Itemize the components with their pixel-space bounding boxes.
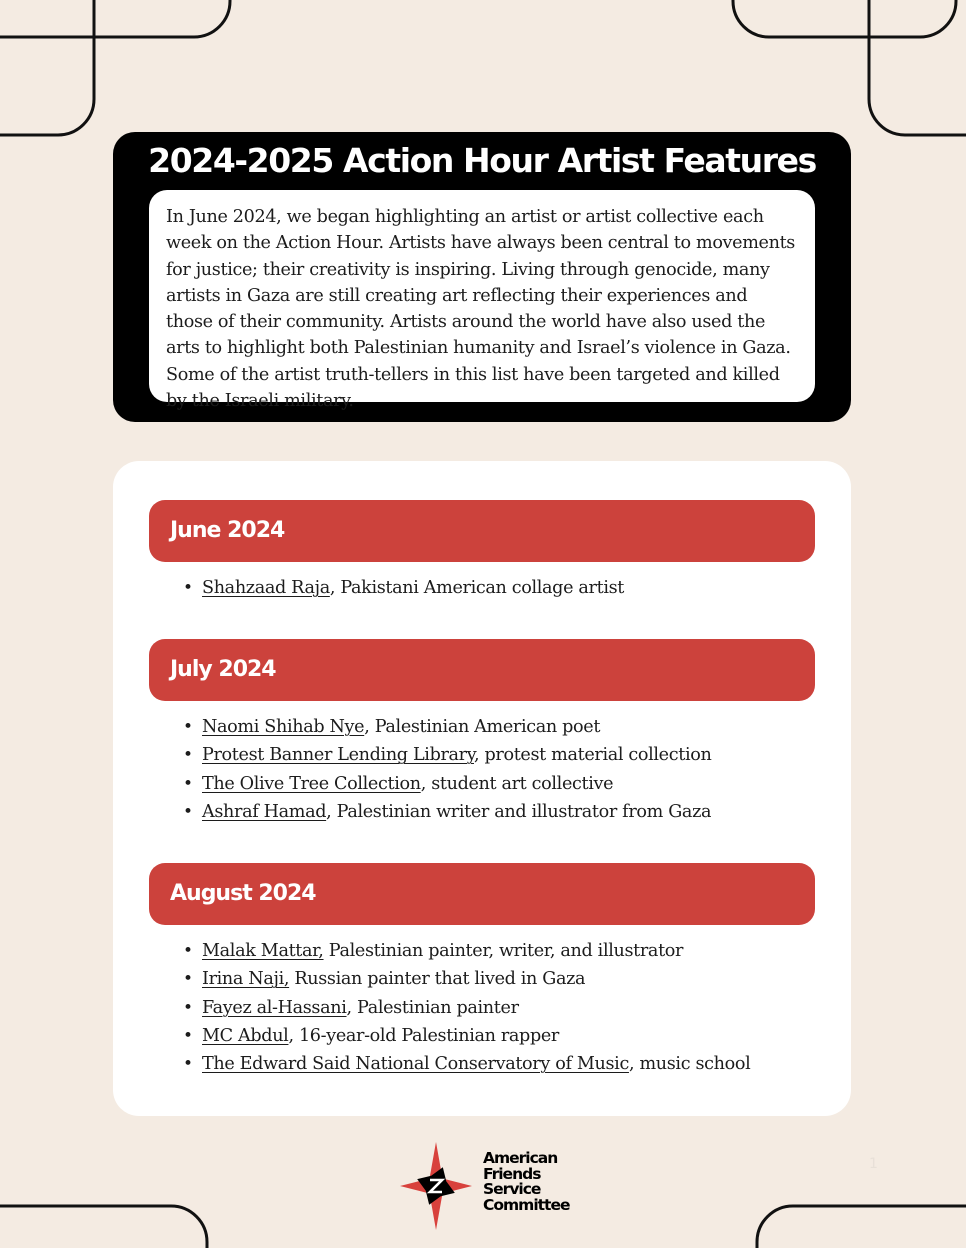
- artist-link[interactable]: Protest Banner Lending Library: [202, 745, 474, 766]
- artist-link[interactable]: Fayez al-Hassani: [202, 997, 347, 1018]
- bullet: •: [183, 773, 193, 794]
- month-header-august: August 2024: [149, 863, 815, 925]
- bullet: •: [183, 801, 193, 822]
- wordmark-line: Committee: [483, 1195, 570, 1214]
- list-item: [183, 574, 624, 602]
- artist-description: Russian painter that lived in Gaza: [289, 969, 586, 990]
- list-item: [183, 994, 750, 1022]
- artist-link[interactable]: Malak Mattar,: [202, 941, 324, 961]
- artist-list-card: [113, 461, 851, 1116]
- artist-description: , Palestinian painter: [346, 997, 519, 1018]
- june-artist-list: [183, 574, 624, 602]
- wordmark-line: American: [483, 1149, 558, 1167]
- artist-description: , Pakistani American collage artist: [329, 578, 624, 598]
- bullet: •: [183, 717, 193, 737]
- list-item: [183, 965, 750, 993]
- artist-link[interactable]: The Edward Said National Conservatory of Music: [202, 1054, 629, 1075]
- july-artist-list: [183, 713, 711, 826]
- artist-description: , 16-year-old Palestinian rapper: [288, 1025, 559, 1046]
- list-item: [183, 798, 711, 826]
- artist-link[interactable]: Irina Naji,: [202, 969, 290, 990]
- intro-paragraph: In June 2024, we began highlighting an artist or artist collective each week on the Action Hour. Artists have always been central to movements for justice; their creativity is inspiring. Living through genocide, many artists in Gaza are still creating art reflecting their experiences and those of their community. Artists around the world have also used the arts to highlight both Palestinian humanity and Israel’s violence in Gaza. Some of the artist truth-tellers in this list have been targeted and killed by the Israeli military.: [166, 207, 795, 412]
- afsc-wordmark: [483, 1151, 569, 1213]
- bullet: •: [183, 745, 193, 766]
- list-item: [183, 1050, 750, 1078]
- page-title: 2024-2025 Action Hour Artist Features: [148, 141, 816, 180]
- month-header-june: June 2024: [149, 500, 815, 562]
- artist-description: , music school: [628, 1054, 751, 1075]
- bullet: •: [183, 1025, 193, 1046]
- bullet: •: [183, 969, 193, 990]
- artist-link[interactable]: Ashraf Hamad: [202, 801, 327, 822]
- artist-description: , protest material collection: [474, 745, 712, 766]
- list-item: [183, 770, 711, 798]
- intro-box: [149, 190, 815, 412]
- list-item: [183, 937, 750, 965]
- artist-description: , Palestinian writer and illustrator from Gaza: [326, 801, 712, 822]
- header-card: [113, 132, 851, 422]
- august-artist-list: [183, 937, 750, 1078]
- artist-link[interactable]: Shahzaad Raja: [202, 578, 330, 598]
- bullet: •: [183, 578, 193, 598]
- page-number: 1: [869, 1156, 878, 1172]
- wordmark-line: Friends: [483, 1164, 541, 1183]
- artist-description: , student art collective: [420, 773, 614, 794]
- bullet: •: [183, 1054, 193, 1075]
- artist-link[interactable]: MC Abdul: [202, 1025, 289, 1046]
- list-item: [183, 741, 711, 769]
- afsc-star-icon: [400, 1142, 472, 1230]
- artist-description: Palestinian painter, writer, and illustrator: [323, 941, 684, 961]
- artist-description: , Palestinian American poet: [364, 717, 601, 737]
- bullet: •: [183, 997, 193, 1018]
- artist-link[interactable]: Naomi Shihab Nye: [202, 717, 365, 737]
- list-item: [183, 713, 711, 741]
- month-header-july: July 2024: [149, 639, 815, 701]
- bullet: •: [183, 941, 193, 961]
- list-item: [183, 1022, 750, 1050]
- artist-link[interactable]: The Olive Tree Collection: [202, 773, 421, 794]
- wordmark-line: Service: [483, 1180, 541, 1198]
